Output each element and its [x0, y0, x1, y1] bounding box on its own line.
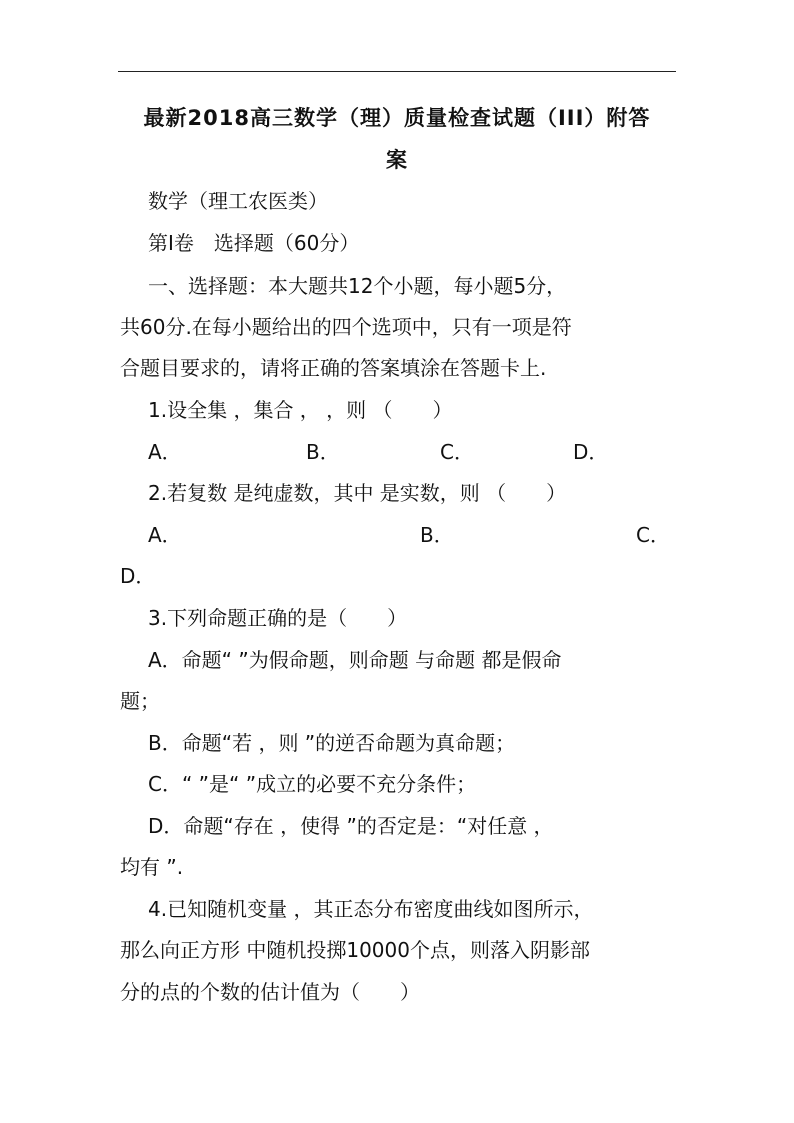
- question-3-option-d-cont: 均有 ”.: [120, 855, 184, 879]
- question-3-stem: 3.下列命题正确的是（ ）: [148, 606, 408, 630]
- question-3-option-c: C．“ ”是“ ”成立的必要不充分条件；: [148, 772, 477, 796]
- question-4-stem: 4.已知随机变量 ，其正态分布密度曲线如图所示，: [148, 897, 594, 921]
- question-1-option-c: C．: [440, 440, 474, 464]
- question-3-option-b: B．命题“若 ，则 ”的逆否命题为真命题；: [148, 731, 516, 755]
- question-1-option-d: D．: [573, 440, 609, 464]
- header-rule: [118, 71, 676, 72]
- question-1-option-b: B．: [306, 440, 340, 464]
- document-title-line-1: 最新2018高三数学（理）质量检查试题（III）附答: [143, 106, 651, 130]
- instructions-line: 共60分.在每小题给出的四个选项中，只有一项是符: [120, 315, 572, 339]
- question-2-option-d: D．: [120, 564, 156, 588]
- question-2-option-a: A．: [148, 523, 182, 547]
- question-4-stem-cont: 分的点的个数的估计值为（ ）: [120, 980, 420, 1004]
- section-heading: 第Ⅰ卷 选择题（60分）: [148, 231, 360, 255]
- question-2-option-c: C．: [636, 523, 670, 547]
- instructions-line: 一、选择题：本大题共12个小题，每小题5分，: [148, 274, 567, 298]
- document-title-line-2: 案: [386, 148, 408, 172]
- question-1-option-a: A．: [148, 440, 182, 464]
- question-1-stem: 1.设全集 ，集合 ， ，则 （ ）: [148, 398, 453, 422]
- question-3-option-a-cont: 题；: [120, 689, 160, 713]
- question-2-option-b: B．: [420, 523, 454, 547]
- instructions-line: 合题目要求的，请将正确的答案填涂在答题卡上.: [120, 356, 547, 380]
- question-3-option-a: A．命题“ ”为假命题，则命题 与命题 都是假命: [148, 648, 562, 672]
- question-4-stem-cont: 那么向正方形 中随机投掷10000个点，则落入阴影部: [120, 938, 590, 962]
- subject-heading: 数学（理工农医类）: [148, 189, 328, 213]
- question-2-stem: 2.若复数 是纯虚数，其中 是实数，则 （ ）: [148, 481, 567, 505]
- question-3-option-d: D．命题“存在 ，使得 ”的否定是：“对任意 ，: [148, 814, 554, 838]
